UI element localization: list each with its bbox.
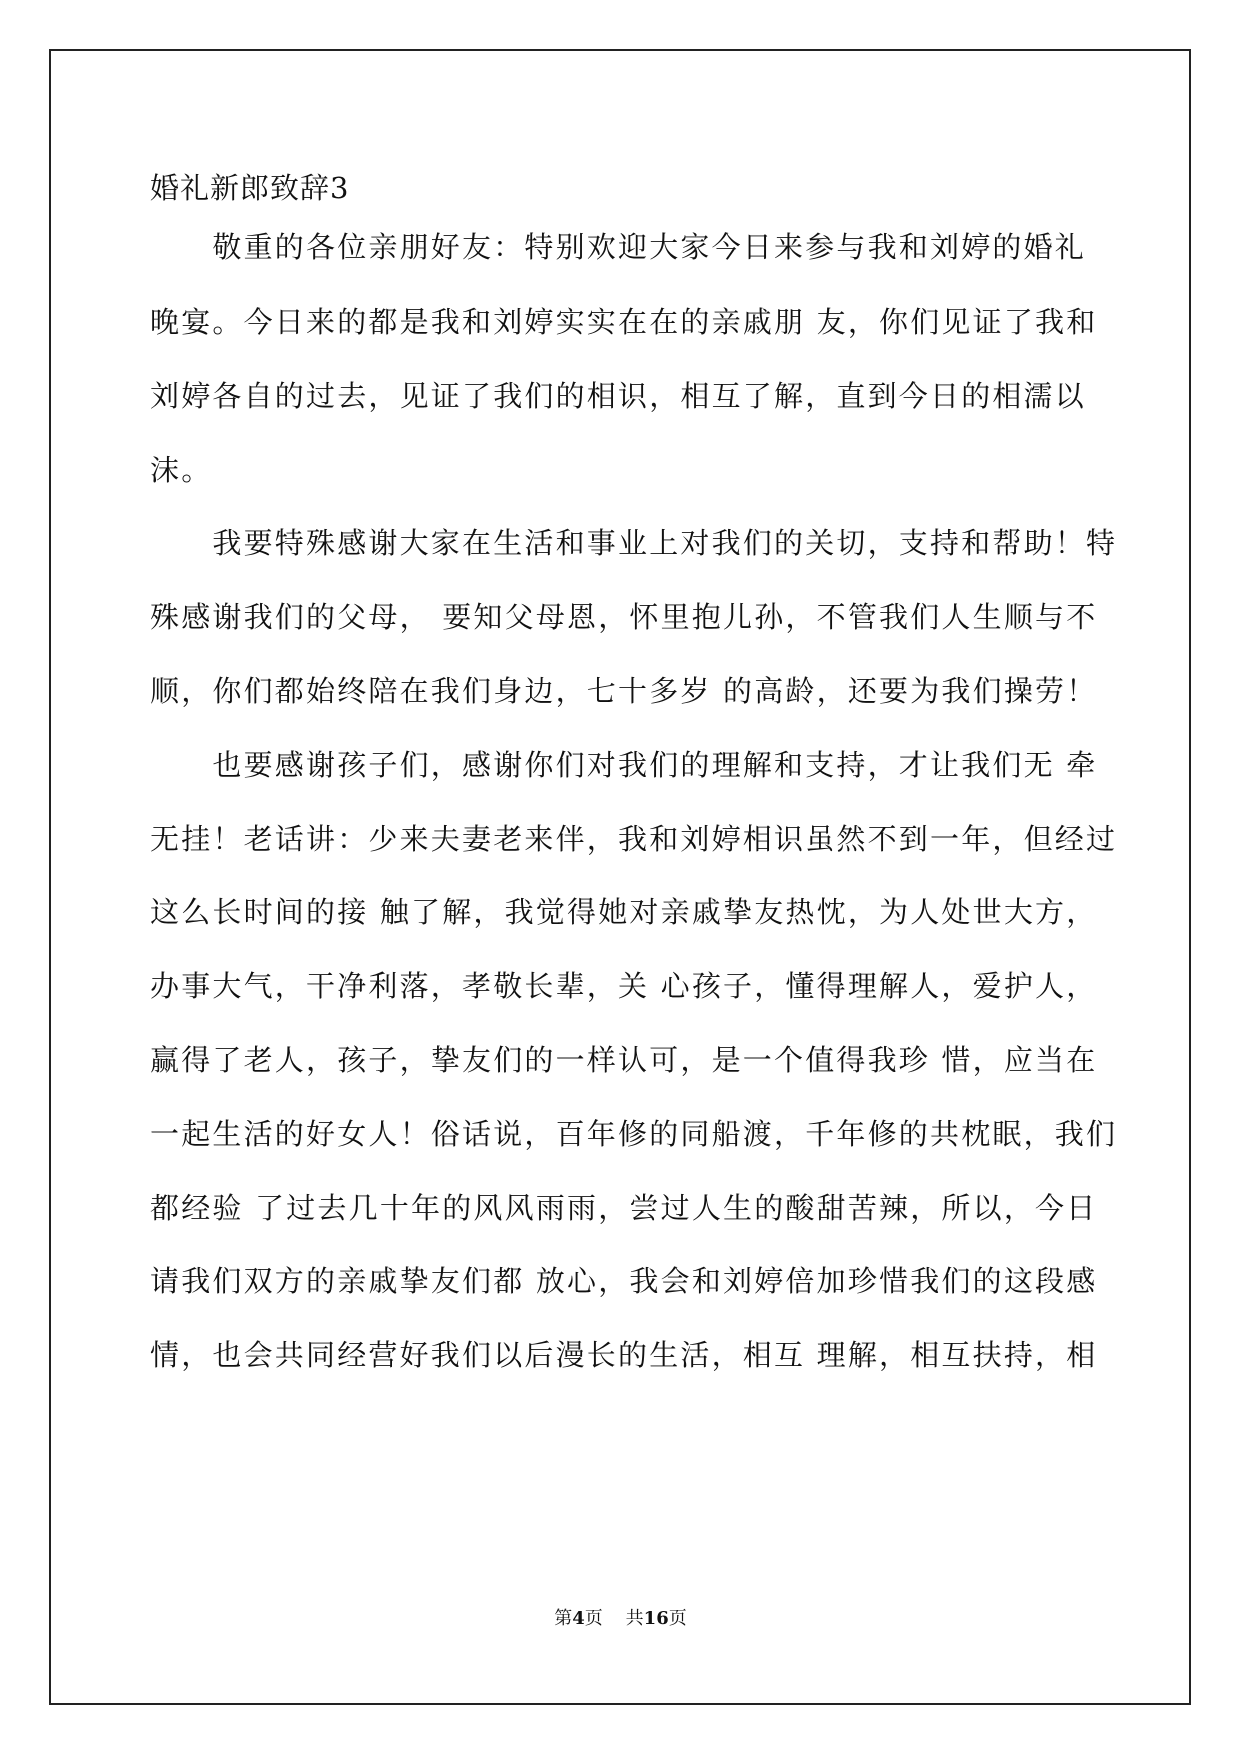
total-pages: 16 xyxy=(643,1608,669,1629)
text-line: 殊感谢我们的父母， 要知父母恩，怀里抱儿孙，不管我们人生顺与不 xyxy=(150,600,1098,634)
text-line: 我要特殊感谢大家在生活和事业上对我们的关切，支持和帮助！特 xyxy=(150,526,1118,560)
text-line: 沫。 xyxy=(150,453,213,487)
text-line: 无挂！老话讲：少来夫妻老来伴，我和刘婷相识虽然不到一年，但经过 xyxy=(150,822,1118,856)
text-line: 这么长时间的接 触了解，我觉得她对亲戚挚友热忱，为人处世大方， xyxy=(150,895,1098,929)
page-number: 4 xyxy=(572,1608,585,1629)
text-line: 晚宴。今日来的都是我和刘婷实实在在的亲戚朋 友，你们见证了我和 xyxy=(150,305,1098,339)
text-line: 也要感谢孩子们，感谢你们对我们的理解和支持，才让我们无 牵 xyxy=(150,748,1098,782)
page-footer xyxy=(0,1607,1241,1631)
text-line: 赢得了老人，孩子，挚友们的一样认可，是一个值得我珍 惜，应当在 xyxy=(150,1043,1098,1077)
document-title: 婚礼新郎致辞3 xyxy=(150,171,350,205)
text-line: 刘婷各自的过去，见证了我们的相识，相互了解，直到今日的相濡以 xyxy=(150,379,1087,413)
text-line: 情，也会共同经营好我们以后漫长的生活，相互 理解，相互扶持，相 xyxy=(150,1338,1098,1372)
page-prefix: 第 xyxy=(554,1608,573,1629)
text-line: 一起生活的好女人！俗话说，百年修的同船渡，千年修的共枕眠，我们 xyxy=(150,1117,1118,1151)
text-line: 办事大气，干净利落，孝敬长辈，关 心孩子，懂得理解人，爱护人， xyxy=(150,969,1098,1003)
text-line: 敬重的各位亲朋好友：特别欢迎大家今日来参与我和刘婷的婚礼 xyxy=(150,230,1087,264)
text-line: 都经验 了过去几十年的风风雨雨，尝过人生的酸甜苦辣，所以，今日 xyxy=(150,1191,1098,1225)
total-suffix: 页 xyxy=(668,1608,687,1629)
total-prefix: 共 xyxy=(625,1608,644,1629)
page-suffix: 页 xyxy=(584,1608,603,1629)
text-line: 顺，你们都始终陪在我们身边，七十多岁 的高龄，还要为我们操劳！ xyxy=(150,674,1098,708)
text-line: 请我们双方的亲戚挚友们都 放心，我会和刘婷倍加珍惜我们的这段感 xyxy=(150,1264,1098,1298)
page-border xyxy=(49,49,1191,1705)
